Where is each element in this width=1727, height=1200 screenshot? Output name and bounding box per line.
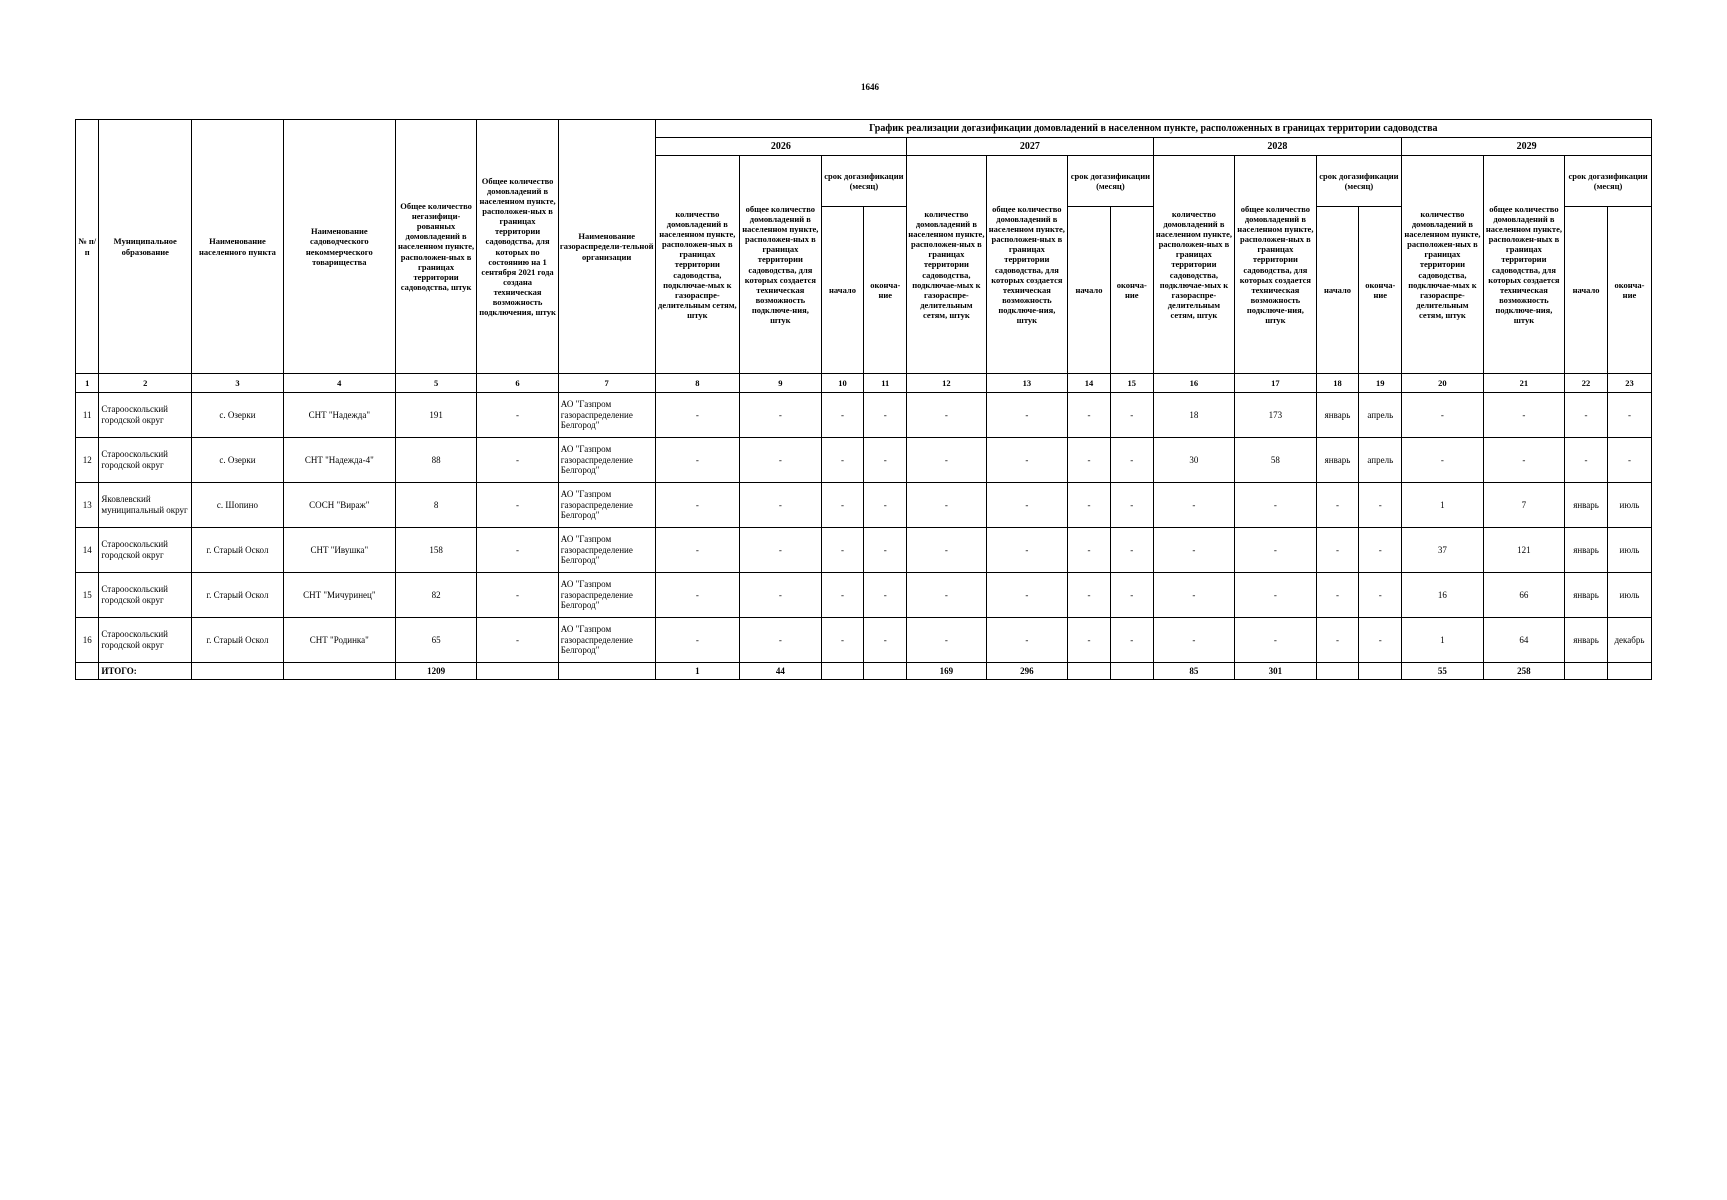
total-cell-15 xyxy=(1110,663,1153,680)
total-cell-settlement xyxy=(192,663,284,680)
end-2026: - xyxy=(864,618,907,663)
header-year-2029: 2029 xyxy=(1402,138,1652,156)
table-body xyxy=(76,393,1652,663)
start-2029: январь xyxy=(1565,573,1608,618)
end-2027: - xyxy=(1110,618,1153,663)
qty-total-2028: - xyxy=(1235,573,1316,618)
qty-connected-2027: - xyxy=(907,393,986,438)
column-number-cell: 1 xyxy=(76,374,99,393)
gas-org-cell: АО "Газпром газораспределение Белгород" xyxy=(558,483,655,528)
header-total-ungasified: Общее количество негазифици-рованных домовладений в населенном пункте, расположен-ных в границах территории садоводства, штук xyxy=(395,120,476,374)
qty-total-2027: - xyxy=(986,618,1067,663)
partnership-cell: СНТ "Родинка" xyxy=(283,618,395,663)
end-2029: июль xyxy=(1607,483,1651,528)
header-qty-total-2028: общее количество домовладений в населенном пункте, расположен-ных в границах территории садоводства, для которых создается техническая возможность подключе-ния, штук xyxy=(1235,156,1316,374)
total-cell-16: 85 xyxy=(1153,663,1234,680)
start-2027: - xyxy=(1068,618,1111,663)
municipality-cell: Старооскольский городской округ xyxy=(99,438,192,483)
municipality-cell: Старооскольский городской округ xyxy=(99,393,192,438)
end-2026: - xyxy=(864,528,907,573)
total-row xyxy=(76,663,1652,680)
row-number: 13 xyxy=(76,483,99,528)
header-year-2026: 2026 xyxy=(655,138,907,156)
start-2028: - xyxy=(1316,573,1359,618)
municipality-cell: Старооскольский городской округ xyxy=(99,573,192,618)
settlement-cell: г. Старый Оскол xyxy=(192,573,284,618)
total-cell-19 xyxy=(1359,663,1402,680)
total-cell-22 xyxy=(1565,663,1608,680)
column-number-row xyxy=(76,374,1652,393)
header-qty-connected-2027: количество домовладений в населенном пункте, расположен-ных в границах территории садоводства, подключае-мых к газораспре-делительным сетям, штук xyxy=(907,156,986,374)
header-partnership: Наименование садоводческого некоммерческого товарищества xyxy=(283,120,395,374)
qty-connected-2026: - xyxy=(655,483,740,528)
tech-count-cell: - xyxy=(477,483,558,528)
total-cell-6 xyxy=(477,663,558,680)
header-qty-total-2027: общее количество домовладений в населенном пункте, расположен-ных в границах территории садоводства, для которых создается техническая возможность подключе-ния, штук xyxy=(986,156,1067,374)
header-start-2028: начало xyxy=(1316,207,1359,374)
end-2028: апрель xyxy=(1359,393,1402,438)
ungasified-count-cell: 8 xyxy=(395,483,476,528)
qty-connected-2026: - xyxy=(655,573,740,618)
qty-total-2026: - xyxy=(740,618,821,663)
partnership-cell: СНТ "Надежда" xyxy=(283,393,395,438)
row-number: 16 xyxy=(76,618,99,663)
start-2029: январь xyxy=(1565,483,1608,528)
header-qty-total-2026: общее количество домовладений в населенном пункте, расположен-ных в границах территории садоводства, для которых создается техническая возможность подключе-ния, штук xyxy=(740,156,821,374)
qty-connected-2026: - xyxy=(655,618,740,663)
qty-connected-2029: - xyxy=(1402,438,1483,483)
column-number-cell: 2 xyxy=(99,374,192,393)
end-2028: - xyxy=(1359,528,1402,573)
start-2027: - xyxy=(1068,393,1111,438)
header-end-2028: оконча-ние xyxy=(1359,207,1402,374)
qty-total-2028: - xyxy=(1235,483,1316,528)
row-number: 11 xyxy=(76,393,99,438)
qty-connected-2027: - xyxy=(907,573,986,618)
partnership-cell: СНТ "Ивушка" xyxy=(283,528,395,573)
header-settlement: Наименование населенного пункта xyxy=(192,120,284,374)
column-number-cell: 9 xyxy=(740,374,821,393)
settlement-cell: с. Шопино xyxy=(192,483,284,528)
header-term-2026: срок догазификации (месяц) xyxy=(821,156,907,207)
end-2029: июль xyxy=(1607,573,1651,618)
settlement-cell: с. Озерки xyxy=(192,438,284,483)
qty-connected-2029: - xyxy=(1402,393,1483,438)
end-2029: июль xyxy=(1607,528,1651,573)
header-gas-org: Наименование газораспредели-тельной организации xyxy=(558,120,655,374)
settlement-cell: с. Озерки xyxy=(192,393,284,438)
end-2028: - xyxy=(1359,483,1402,528)
qty-connected-2028: 30 xyxy=(1153,438,1234,483)
qty-total-2026: - xyxy=(740,438,821,483)
start-2029: - xyxy=(1565,393,1608,438)
total-cell-9: 44 xyxy=(740,663,821,680)
column-number-cell: 23 xyxy=(1607,374,1651,393)
ungasified-count-cell: 158 xyxy=(395,528,476,573)
header-qty-connected-2028: количество домовладений в населенном пункте, расположен-ных в границах территории садоводства, подключае-мых к газораспре-делительным сетям, штук xyxy=(1153,156,1234,374)
qty-total-2028: - xyxy=(1235,528,1316,573)
header-municipality: Муниципальное образование xyxy=(99,120,192,374)
header-start-2026: начало xyxy=(821,207,864,374)
qty-connected-2028: - xyxy=(1153,528,1234,573)
end-2026: - xyxy=(864,393,907,438)
header-total-with-tech: Общее количество домовладений в населенном пункте, расположен-ных в границах территории садоводства, для которых по состоянию на 1 сентября 2021 года создана техническая возможность подключения, штук xyxy=(477,120,558,374)
gasification-schedule-table xyxy=(75,119,1652,680)
start-2027: - xyxy=(1068,573,1111,618)
column-number-cell: 16 xyxy=(1153,374,1234,393)
qty-total-2026: - xyxy=(740,528,821,573)
qty-connected-2028: - xyxy=(1153,618,1234,663)
column-number-cell: 18 xyxy=(1316,374,1359,393)
column-number-cell: 15 xyxy=(1110,374,1153,393)
tech-count-cell: - xyxy=(477,573,558,618)
ungasified-count-cell: 191 xyxy=(395,393,476,438)
qty-total-2028: 58 xyxy=(1235,438,1316,483)
start-2026: - xyxy=(821,528,864,573)
municipality-cell: Яковлевский муниципальный округ xyxy=(99,483,192,528)
qty-connected-2027: - xyxy=(907,438,986,483)
qty-total-2026: - xyxy=(740,393,821,438)
column-number-cell: 13 xyxy=(986,374,1067,393)
qty-total-2029: - xyxy=(1483,393,1564,438)
column-number-cell: 12 xyxy=(907,374,986,393)
column-number-cell: 4 xyxy=(283,374,395,393)
header-schedule: График реализации догазификации домовладений в населенном пункте, расположенных в границах территории садоводства xyxy=(655,120,1651,138)
qty-total-2029: 64 xyxy=(1483,618,1564,663)
column-number-cell: 10 xyxy=(821,374,864,393)
qty-connected-2027: - xyxy=(907,618,986,663)
qty-total-2026: - xyxy=(740,573,821,618)
qty-connected-2028: - xyxy=(1153,483,1234,528)
qty-total-2027: - xyxy=(986,573,1067,618)
qty-connected-2028: - xyxy=(1153,573,1234,618)
header-term-2028: срок догазификации (месяц) xyxy=(1316,156,1402,207)
end-2027: - xyxy=(1110,438,1153,483)
column-number-cell: 20 xyxy=(1402,374,1483,393)
total-cell-5: 1209 xyxy=(395,663,476,680)
municipality-cell: Старооскольский городской округ xyxy=(99,528,192,573)
start-2028: - xyxy=(1316,618,1359,663)
total-label: ИТОГО: xyxy=(99,663,192,680)
end-2027: - xyxy=(1110,393,1153,438)
column-number-cell: 14 xyxy=(1068,374,1111,393)
ungasified-count-cell: 65 xyxy=(395,618,476,663)
partnership-cell: СНТ "Мичуринец" xyxy=(283,573,395,618)
qty-total-2029: - xyxy=(1483,438,1564,483)
total-cell-17: 301 xyxy=(1235,663,1316,680)
column-number-cell: 21 xyxy=(1483,374,1564,393)
qty-connected-2029: 16 xyxy=(1402,573,1483,618)
start-2026: - xyxy=(821,393,864,438)
qty-connected-2029: 37 xyxy=(1402,528,1483,573)
start-2028: - xyxy=(1316,528,1359,573)
row-number: 12 xyxy=(76,438,99,483)
total-cell-7 xyxy=(558,663,655,680)
header-num: № п/п xyxy=(76,120,99,374)
gas-org-cell: АО "Газпром газораспределение Белгород" xyxy=(558,618,655,663)
table-row xyxy=(76,618,1652,663)
gas-org-cell: АО "Газпром газораспределение Белгород" xyxy=(558,528,655,573)
start-2028: январь xyxy=(1316,393,1359,438)
table-row xyxy=(76,438,1652,483)
column-number-cell: 3 xyxy=(192,374,284,393)
column-number-cell: 6 xyxy=(477,374,558,393)
column-number-cell: 8 xyxy=(655,374,740,393)
qty-total-2029: 66 xyxy=(1483,573,1564,618)
start-2026: - xyxy=(821,618,864,663)
qty-total-2029: 7 xyxy=(1483,483,1564,528)
header-term-2029: срок догазификации (месяц) xyxy=(1565,156,1652,207)
qty-total-2027: - xyxy=(986,393,1067,438)
start-2027: - xyxy=(1068,528,1111,573)
total-cell-10 xyxy=(821,663,864,680)
end-2027: - xyxy=(1110,573,1153,618)
header-end-2029: оконча-ние xyxy=(1607,207,1651,374)
tech-count-cell: - xyxy=(477,438,558,483)
end-2028: апрель xyxy=(1359,438,1402,483)
end-2027: - xyxy=(1110,483,1153,528)
start-2028: январь xyxy=(1316,438,1359,483)
qty-connected-2027: - xyxy=(907,528,986,573)
tech-count-cell: - xyxy=(477,393,558,438)
partnership-cell: СОСН "Вираж" xyxy=(283,483,395,528)
start-2028: - xyxy=(1316,483,1359,528)
start-2029: январь xyxy=(1565,618,1608,663)
qty-total-2028: 173 xyxy=(1235,393,1316,438)
start-2026: - xyxy=(821,483,864,528)
header-start-2027: начало xyxy=(1068,207,1111,374)
end-2029: декабрь xyxy=(1607,618,1651,663)
total-cell-11 xyxy=(864,663,907,680)
partnership-cell: СНТ "Надежда-4" xyxy=(283,438,395,483)
tech-count-cell: - xyxy=(477,528,558,573)
start-2027: - xyxy=(1068,438,1111,483)
start-2026: - xyxy=(821,438,864,483)
end-2026: - xyxy=(864,438,907,483)
end-2029: - xyxy=(1607,438,1651,483)
qty-total-2027: - xyxy=(986,528,1067,573)
column-number-cell: 17 xyxy=(1235,374,1316,393)
qty-connected-2026: - xyxy=(655,438,740,483)
qty-total-2028: - xyxy=(1235,618,1316,663)
column-number-cell: 5 xyxy=(395,374,476,393)
total-cell-13: 296 xyxy=(986,663,1067,680)
header-qty-total-2029: общее количество домовладений в населенном пункте, расположен-ных в границах территории садоводства, для которых создается техническая возможность подключе-ния, штук xyxy=(1483,156,1564,374)
gas-org-cell: АО "Газпром газораспределение Белгород" xyxy=(558,573,655,618)
qty-connected-2026: - xyxy=(655,528,740,573)
header-year-2028: 2028 xyxy=(1153,138,1402,156)
start-2027: - xyxy=(1068,483,1111,528)
header-term-2027: срок догазификации (месяц) xyxy=(1068,156,1154,207)
start-2026: - xyxy=(821,573,864,618)
row-number: 14 xyxy=(76,528,99,573)
tech-count-cell: - xyxy=(477,618,558,663)
header-start-2029: начало xyxy=(1565,207,1608,374)
end-2028: - xyxy=(1359,618,1402,663)
settlement-cell: г. Старый Оскол xyxy=(192,618,284,663)
end-2027: - xyxy=(1110,528,1153,573)
qty-connected-2026: - xyxy=(655,393,740,438)
start-2029: - xyxy=(1565,438,1608,483)
row-number: 15 xyxy=(76,573,99,618)
total-cell-14 xyxy=(1068,663,1111,680)
qty-total-2027: - xyxy=(986,483,1067,528)
total-cell-21: 258 xyxy=(1483,663,1564,680)
qty-connected-2027: - xyxy=(907,483,986,528)
total-cell-8: 1 xyxy=(655,663,740,680)
header-qty-connected-2029: количество домовладений в населенном пункте, расположен-ных в границах территории садоводства, подключае-мых к газораспре-делительным сетям, штук xyxy=(1402,156,1483,374)
table-row xyxy=(76,483,1652,528)
qty-total-2029: 121 xyxy=(1483,528,1564,573)
end-2028: - xyxy=(1359,573,1402,618)
total-cell-18 xyxy=(1316,663,1359,680)
page-number: 1646 xyxy=(861,82,879,92)
table-row xyxy=(76,393,1652,438)
column-number-cell: 7 xyxy=(558,374,655,393)
total-cell-partnership xyxy=(283,663,395,680)
settlement-cell: г. Старый Оскол xyxy=(192,528,284,573)
ungasified-count-cell: 82 xyxy=(395,573,476,618)
table-row xyxy=(76,528,1652,573)
column-number-cell: 11 xyxy=(864,374,907,393)
end-2029: - xyxy=(1607,393,1651,438)
gas-org-cell: АО "Газпром газораспределение Белгород" xyxy=(558,393,655,438)
qty-connected-2029: 1 xyxy=(1402,618,1483,663)
total-cell-20: 55 xyxy=(1402,663,1483,680)
qty-connected-2028: 18 xyxy=(1153,393,1234,438)
qty-total-2027: - xyxy=(986,438,1067,483)
end-2026: - xyxy=(864,573,907,618)
total-cell-12: 169 xyxy=(907,663,986,680)
qty-connected-2029: 1 xyxy=(1402,483,1483,528)
header-end-2026: оконча-ние xyxy=(864,207,907,374)
column-number-cell: 22 xyxy=(1565,374,1608,393)
qty-total-2026: - xyxy=(740,483,821,528)
municipality-cell: Старооскольский городской округ xyxy=(99,618,192,663)
total-cell-23 xyxy=(1607,663,1651,680)
table-row xyxy=(76,573,1652,618)
start-2029: январь xyxy=(1565,528,1608,573)
gas-org-cell: АО "Газпром газораспределение Белгород" xyxy=(558,438,655,483)
header-qty-connected-2026: количество домовладений в населенном пункте, расположен-ных в границах территории садоводства, подключае-мых к газораспре-делительным сетям, штук xyxy=(655,156,740,374)
header-end-2027: оконча-ние xyxy=(1110,207,1153,374)
header-year-2027: 2027 xyxy=(907,138,1154,156)
end-2026: - xyxy=(864,483,907,528)
ungasified-count-cell: 88 xyxy=(395,438,476,483)
column-number-cell: 19 xyxy=(1359,374,1402,393)
total-cell-num xyxy=(76,663,99,680)
